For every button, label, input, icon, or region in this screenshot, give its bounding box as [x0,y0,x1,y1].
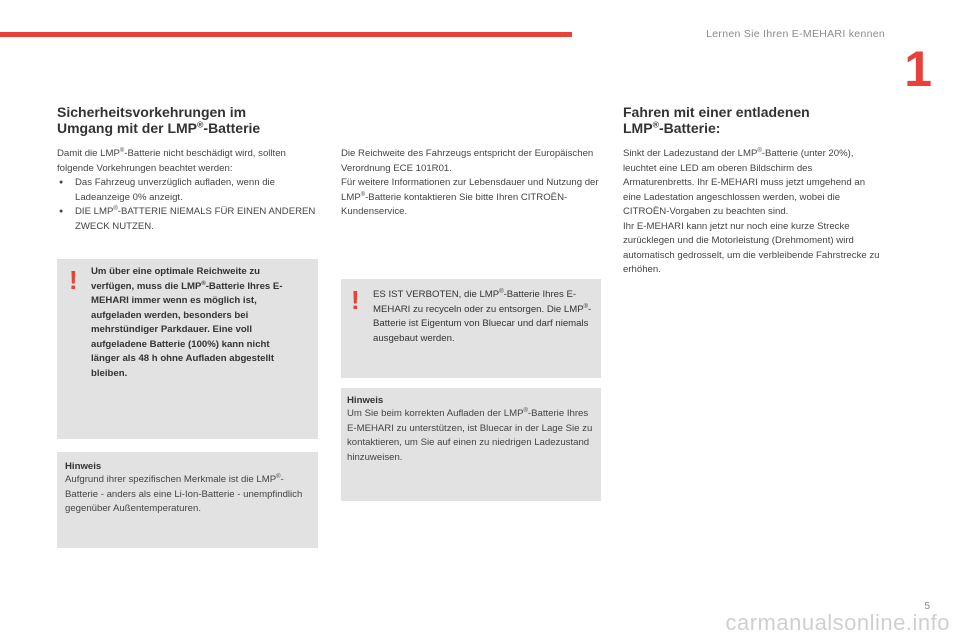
reduced-power-paragraph: Ihr E-MEHARI kann jetzt nur noch eine kurze Strecke zurücklegen und die Motorleistung (Drehmoment) wird automatisch gedrosselt, um die verbleibende Fahrstrecke zu erhöhen. [623,220,880,275]
section-heading-safety: Sicherheitsvorkehrungen im Umgang mit der LMP®-Batterie [57,104,261,136]
note-title: Hinweis [347,395,384,406]
led-paragraph: Sinkt der Ladezustand der LMP®-Batterie (unter 20%), leuchtet eine LED am oberen Bildschirm des Armaturenbretts. Ihr E-MEHARI muss jetzt umgehend an eine Ladestation angeschlossen werden, wobei die CITROËN-Vorgaben zu beachten sind. [623,147,866,217]
service-paragraph: Für weitere Informationen zur Lebensdauer und Nutzung der LMP®-Batterie kontaktieren Sie bitte Ihren CITROËN-Kundenservice. [341,177,599,217]
page-number: 5 [924,601,930,612]
warning-box-reichweite [57,259,318,439]
bullet-item: ● Das Fahrzeug unverzüglich aufladen, wenn die Ladeanzeige 0% anzeigt. [57,176,319,205]
chapter-number: 1 [904,41,932,97]
discharged-info-block [623,147,885,278]
note-title: Hinweis [65,461,102,472]
safety-bullet-list [57,176,319,234]
top-accent-bar [0,32,572,37]
note-text: Aufgrund ihrer spezifischen Merkmale ist die LMP®-Batterie - anders als eine Li-Ion-Batterie - unempfindlich gegenüber Außentemperaturen. [65,473,303,514]
range-paragraph: Die Reichweite des Fahrzeugs entspricht der Europäischen Verordnung ECE 101R01. [341,148,594,174]
note-box-temperature [57,452,318,548]
bullet-item: ● DIE LMP®-BATTERIE NIEMALS FÜR EINEN ANDEREN ZWECK NUTZEN. [57,205,319,234]
warning-text: Um über eine optimale Reichweite zu verfügen, muss die LMP®-Batterie Ihres E-MEHARI immer wenn es möglich ist, aufgeladen werden, besonders bei mehrstündiger Parkdauer. Eine voll aufgeladene Batterie (100%) kann nicht länger als 48 h ohne Aufladen abgestellt bleiben. [91,266,283,379]
note-box-charging [341,388,601,501]
warning-box-recycling [341,279,601,378]
section-heading-discharged: Fahren mit einer entladenen LMP®-Batterie: [623,104,810,136]
warning-text: ES IST VERBOTEN, die LMP®-Batterie Ihres E-MEHARI zu recyceln oder zu entsorgen. Die LMP®-Batterie ist Eigentum von Bluecar und darf niemals ausgebaut werden. [373,288,592,344]
watermark-text: carmanualsonline.info [725,610,950,635]
range-info-block [341,147,599,220]
note-text: Um Sie beim korrekten Aufladen der LMP®-Batterie Ihres E-MEHARI zu unterstützen, ist Bluecar in der Lage Sie zu kontaktieren, um Sie auf einen zu niedrigen Ladezustand hinzuweisen. [347,407,593,463]
safety-intro-block [57,147,319,234]
safety-intro: Damit die LMP®-Batterie nicht beschädigt wird, sollten folgende Vorkehrungen beachtet werden: [57,147,286,174]
running-header: Lernen Sie Ihren E-MEHARI kennen [706,28,885,40]
warning-exclamation-icon: ! [69,265,78,295]
warning-exclamation-icon: ! [351,285,360,315]
